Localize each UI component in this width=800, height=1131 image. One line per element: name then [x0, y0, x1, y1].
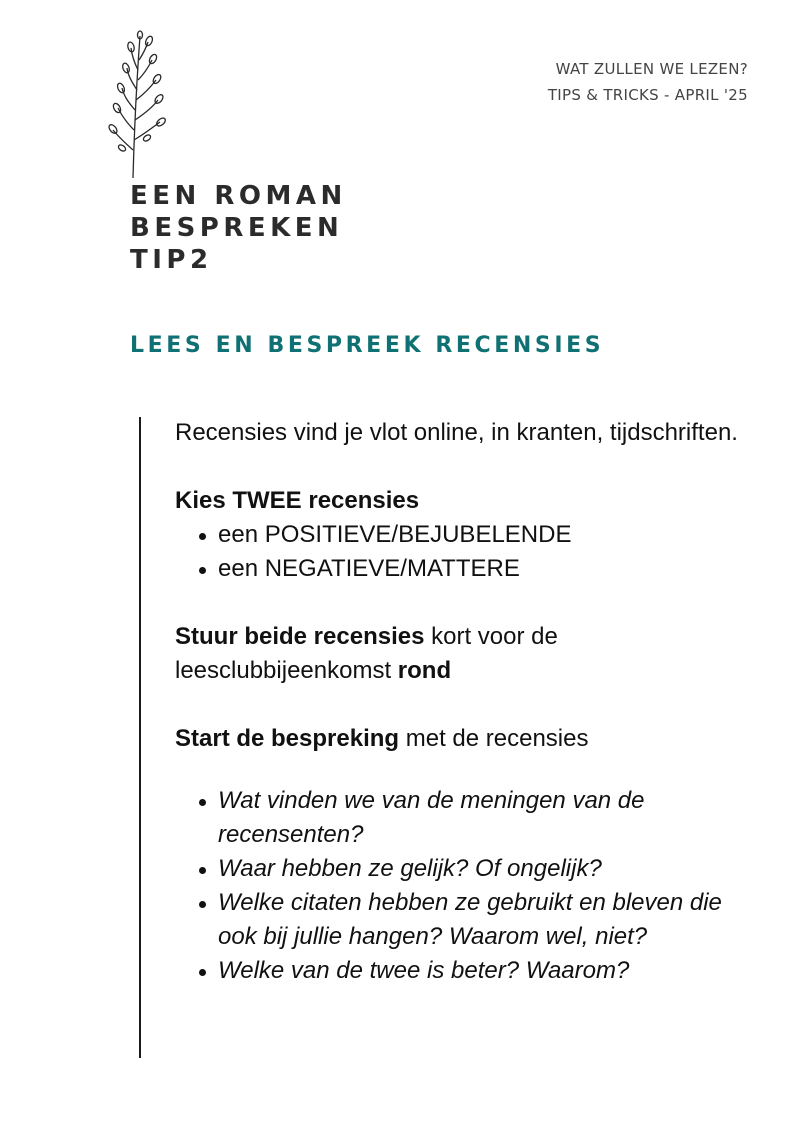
vertical-divider [139, 417, 141, 1058]
list-item: een NEGATIEVE/MATTERE [175, 552, 765, 586]
plant-sprig-icon [100, 30, 180, 180]
header-line-2: TIPS & TRICKS - APRIL '25 [547, 86, 748, 104]
questions-list [175, 784, 765, 988]
start-paragraph [175, 722, 765, 756]
send-text: kort voor de leesclubbijeenkomst [175, 623, 558, 684]
title-line-1: EEN ROMAN [130, 181, 347, 211]
start-text: met de recensies [399, 725, 589, 752]
choose-list [175, 518, 765, 586]
header-meta [548, 56, 748, 108]
send-paragraph [175, 620, 765, 688]
intro-text: Recensies vind je vlot online, in kranten, tijdschriften. [175, 419, 738, 446]
send-bold-1: Stuur beide recensies [175, 623, 425, 650]
list-item: Waar hebben ze gelijk? Of ongelijk? [175, 852, 765, 886]
page-title [130, 180, 347, 276]
title-line-2: BESPREKEN [130, 213, 344, 243]
title-line-3: TIP2 [130, 245, 213, 275]
tip-content [175, 416, 765, 988]
start-bold: Start de bespreking [175, 725, 400, 752]
list-item: Welke citaten hebben ze gebruikt en bleven die ook bij jullie hangen? Waarom wel, niet? [175, 886, 765, 954]
list-item: Welke van de twee is beter? Waarom? [175, 954, 765, 988]
header-line-1: WAT ZULLEN WE LEZEN? [555, 60, 748, 78]
choose-heading: Kies TWEE recensies [175, 487, 420, 514]
list-item: Wat vinden we van de meningen van de recensenten? [175, 784, 765, 852]
section-subtitle: LEES EN BESPREEK RECENSIES [130, 333, 605, 358]
list-item: een POSITIEVE/BEJUBELENDE [175, 518, 765, 552]
send-bold-2: rond [397, 657, 452, 684]
